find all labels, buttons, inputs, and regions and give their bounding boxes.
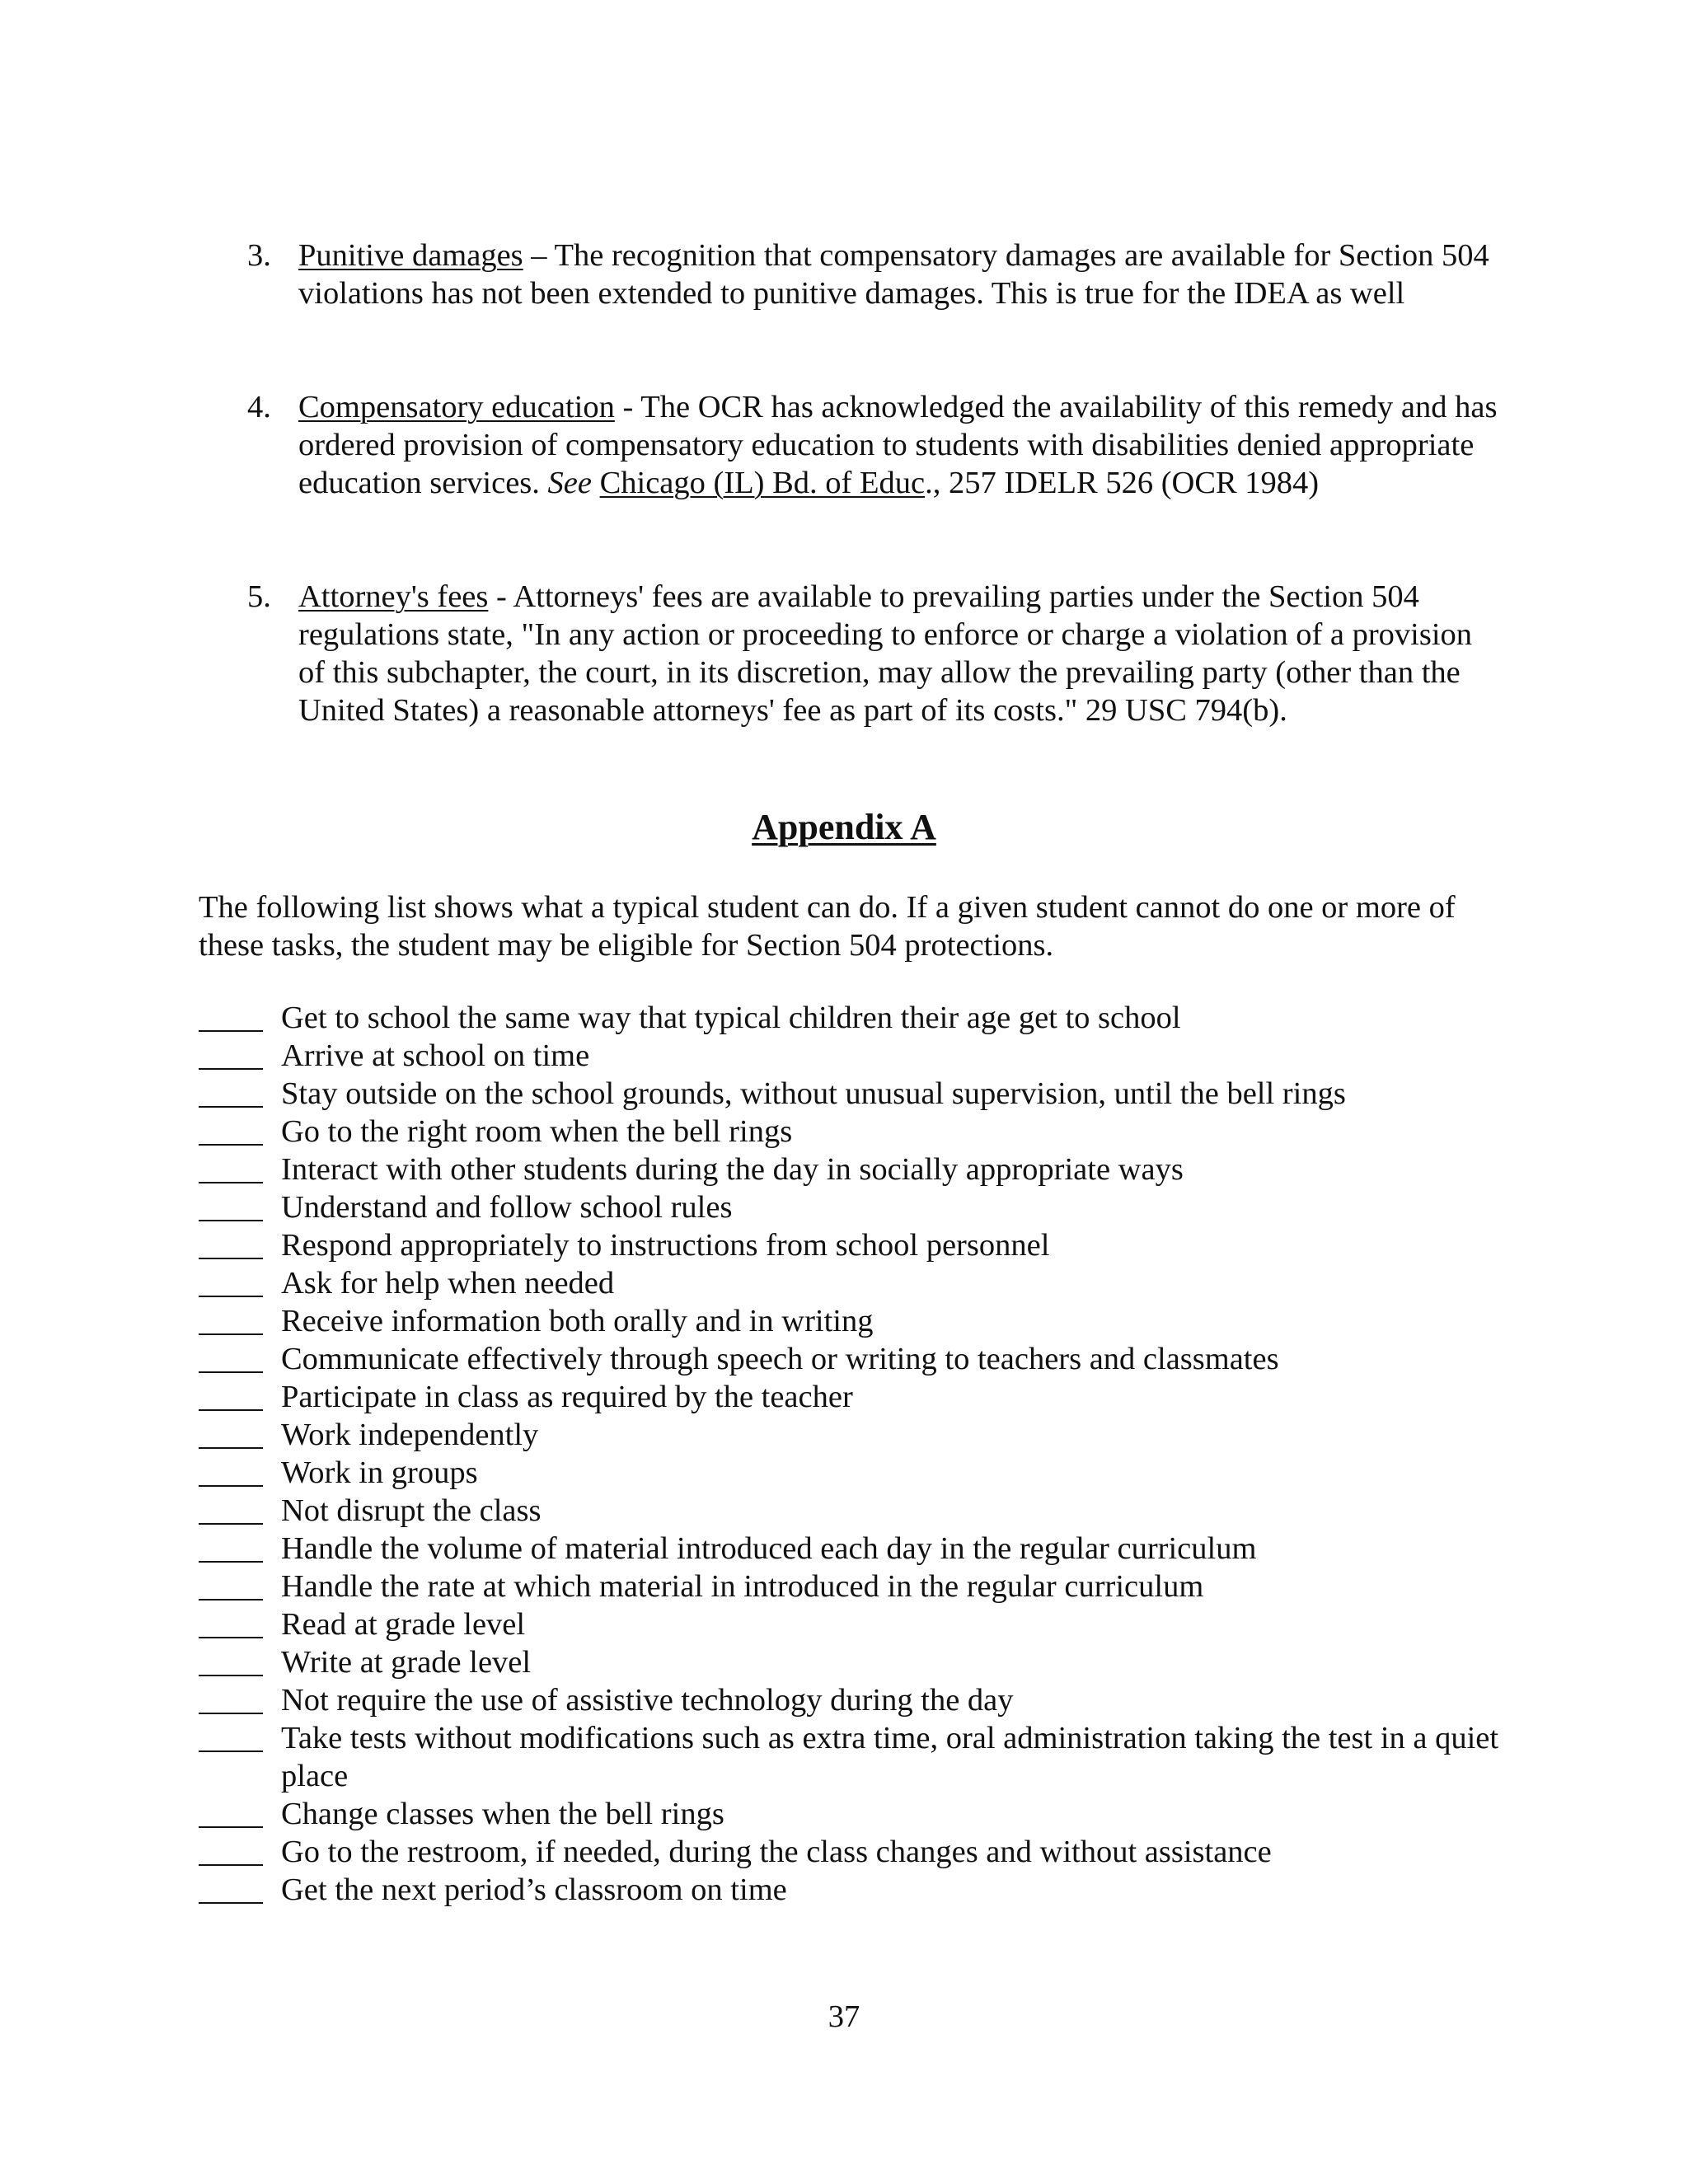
checklist-item: [199, 1340, 1534, 1378]
checklist-item: [199, 1037, 1534, 1075]
checklist-item-text: Get to school the same way that typical children their age get to school: [281, 1001, 1181, 1035]
task-checklist: [199, 999, 1534, 1909]
checklist-item: [199, 1719, 1534, 1795]
checkbox-blank-line: [199, 1416, 263, 1449]
checklist-item: [199, 1833, 1534, 1871]
checklist-item-text: Go to the restroom, if needed, during the class changes and without assistance: [281, 1835, 1272, 1869]
checklist-item: [199, 1530, 1534, 1568]
item-body: [298, 388, 1500, 502]
checklist-item-text: Handle the volume of material introduced each day in the regular curriculum: [281, 1531, 1257, 1566]
item-number: 3.: [247, 238, 271, 273]
checkbox-blank-line: [199, 1151, 263, 1183]
checklist-item-text: Receive information both orally and in writing: [281, 1304, 874, 1338]
checkbox-blank-line: [199, 1454, 263, 1487]
checklist-item-text: Work in groups: [281, 1455, 478, 1490]
checkbox-blank-line: [199, 1643, 263, 1676]
checklist-item-text: Understand and follow school rules: [281, 1190, 733, 1225]
checklist-item: [199, 1113, 1534, 1151]
item-number: 4.: [247, 390, 271, 424]
checkbox-blank-line: [199, 1605, 263, 1638]
checklist-item-text: Respond appropriately to instructions from school personnel: [281, 1228, 1050, 1263]
checklist-item: [199, 1151, 1534, 1188]
checklist-item-text: Communicate effectively through speech or writing to teachers and classmates: [281, 1342, 1279, 1376]
item-term: Compensatory education: [298, 390, 615, 424]
checkbox-blank-line: [199, 1037, 263, 1070]
checklist-item-text: Read at grade level: [281, 1607, 526, 1642]
checklist-item: [199, 999, 1534, 1037]
checkbox-blank-line: [199, 1264, 263, 1297]
item-body: [298, 237, 1500, 312]
checkbox-blank-line: [199, 1075, 263, 1108]
item-number: 5.: [247, 579, 271, 614]
item-term: Punitive damages: [298, 238, 523, 273]
checkbox-blank-line: [199, 1188, 263, 1221]
remedy-item-compensatory-education: [247, 388, 1500, 502]
appendix-heading: Appendix A: [752, 807, 936, 847]
case-citation: Chicago (IL) Bd. of Educ: [599, 466, 926, 500]
checkbox-blank-line: [199, 1302, 263, 1335]
checklist-item-text: Handle the rate at which material in introduced in the regular curriculum: [281, 1569, 1204, 1604]
checklist-item-text: Change classes when the bell rings: [281, 1797, 724, 1831]
checkbox-blank-line: [199, 1340, 263, 1373]
item-term: Attorney's fees: [298, 579, 489, 614]
item-text-continued: ., 257 IDELR 526 (OCR 1984): [925, 466, 1320, 500]
checklist-item-text: Not disrupt the class: [281, 1493, 542, 1528]
checklist-item-text: Stay outside on the school grounds, without unusual supervision, until the bell rings: [281, 1076, 1346, 1111]
checklist-item: [199, 1378, 1534, 1416]
checkbox-blank-line: [199, 1492, 263, 1525]
checklist-item-text: Write at grade level: [281, 1645, 532, 1680]
checklist-item: [199, 1643, 1534, 1681]
appendix-intro: The following list shows what a typical student can do. If a given student cannot do one or more of these tasks, the student may be eligible for Section 504 protections.: [199, 890, 1456, 963]
checkbox-blank-line: [199, 1833, 263, 1866]
remedy-item-punitive-damages: [247, 237, 1500, 312]
checklist-item: [199, 1681, 1534, 1719]
checklist-item: [199, 1795, 1534, 1833]
checklist-item: [199, 1188, 1534, 1226]
page-number: 37: [828, 1999, 860, 2034]
checkbox-blank-line: [199, 1795, 263, 1828]
checklist-item: [199, 1871, 1534, 1909]
checkbox-blank-line: [199, 1681, 263, 1714]
checklist-item-text: Get the next period’s classroom on time: [281, 1872, 787, 1907]
checkbox-blank-line: [199, 1719, 263, 1752]
checklist-item: [199, 1454, 1534, 1492]
see-signal: See: [547, 466, 592, 500]
checklist-item: [199, 1605, 1534, 1643]
checkbox-blank-line: [199, 1378, 263, 1411]
item-body: [298, 578, 1500, 729]
checklist-item: [199, 1226, 1534, 1264]
item-text: - The OCR has acknowledged the availability of this remedy and has ordered provision of compensatory education to students with disabilities denied appropriate education services.: [298, 390, 1498, 500]
checklist-item-text: Work independently: [281, 1418, 539, 1452]
checkbox-blank-line: [199, 1871, 263, 1904]
checklist-item: [199, 1492, 1534, 1530]
item-text: - Attorneys' fees are available to prevailing parties under the Section 504 regulations state, "In any action or proceeding to enforce or charge a violation of a provision of this subchapter, the court, in its discretion, may allow the prevailing party (other than the United States) a reasonable attorneys' fee as part of its costs." 29 USC 794(b).: [298, 579, 1473, 728]
checkbox-blank-line: [199, 1226, 263, 1259]
checklist-item: [199, 1416, 1534, 1454]
checkbox-blank-line: [199, 999, 263, 1032]
checkbox-blank-line: [199, 1530, 263, 1563]
checklist-item-text: Ask for help when needed: [281, 1266, 615, 1301]
checklist-item-text: Go to the right room when the bell rings: [281, 1114, 793, 1149]
checklist-item-text: Not require the use of assistive technology during the day: [281, 1683, 1014, 1718]
checklist-item: [199, 1568, 1534, 1605]
checkbox-blank-line: [199, 1568, 263, 1601]
checklist-item: [199, 1302, 1534, 1340]
checklist-item: [199, 1075, 1534, 1113]
checklist-item-text: Arrive at school on time: [281, 1038, 590, 1073]
checklist-item: [199, 1264, 1534, 1302]
remedy-item-attorneys-fees: [247, 578, 1500, 729]
checklist-item-text: Take tests without modifications such as extra time, oral administration taking the test in a quiet place: [281, 1721, 1499, 1793]
checklist-item-text: Participate in class as required by the teacher: [281, 1380, 853, 1414]
checkbox-blank-line: [199, 1113, 263, 1146]
checklist-item-text: Interact with other students during the day in socially appropriate ways: [281, 1152, 1184, 1187]
item-text: – The recognition that compensatory damages are available for Section 504 violations has not been extended to punitive damages. This is true for the IDEA as well: [298, 238, 1489, 311]
